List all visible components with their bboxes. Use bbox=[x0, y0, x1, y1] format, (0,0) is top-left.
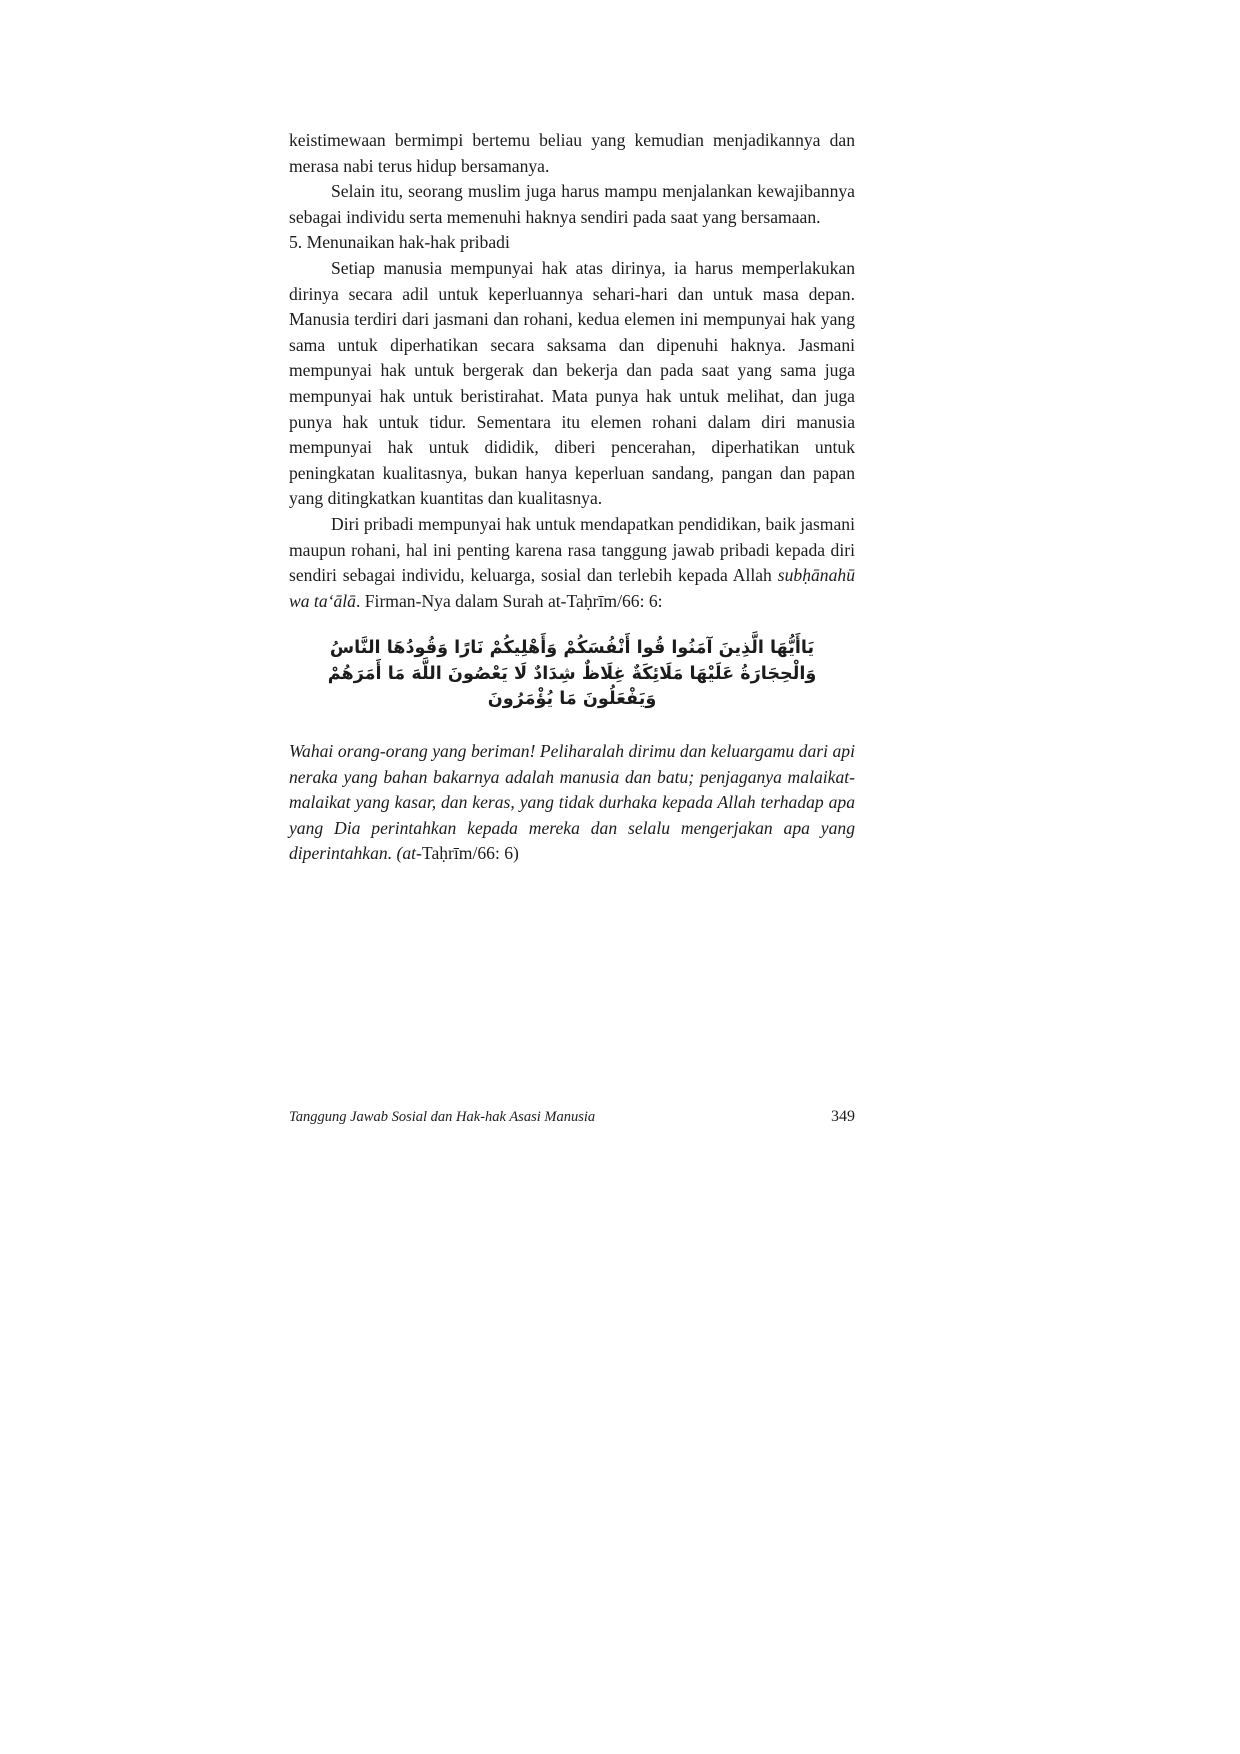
footer-book-title: Tanggung Jawab Sosial dan Hak-hak Asasi Manusia bbox=[289, 1109, 596, 1125]
verse-translation bbox=[289, 739, 855, 867]
paragraph-continuation: keistimewaan bermimpi bertemu beliau yang kemudian menjadikannya dan merasa nabi terus hidup bersamanya. bbox=[289, 130, 855, 176]
paragraph-text: . Firman-Nya dalam Surah at-Taḥrīm/66: 6: bbox=[355, 590, 663, 611]
verse-reference: Taḥrīm/66: 6) bbox=[421, 843, 519, 864]
paragraph: Selain itu, seorang muslim juga harus mampu menjalankan kewajibannya sebagai individu serta memenuhi haknya sendiri pada saat yang bersamaan. bbox=[289, 181, 855, 227]
paragraph: Setiap manusia mempunyai hak atas dirinya, ia harus memperlakukan dirinya secara adil untuk keperluannya sehari-hari dan untuk masa depan. Manusia terdiri dari jasmani dan rohani, kedua elemen ini mempunyai hak yang sama untuk diperhatikan secara saksama dan dipenuhi haknya. Jasmani mempunyai hak untuk bergerak dan bekerja dan pada saat yang sama juga mempunyai hak untuk beristirahat. Mata punya hak untuk melihat, dan juga punya hak untuk tidur. Sementara itu elemen rohani dalam diri manusia mempunyai hak untuk dididik, diberi pencerahan, diperhatikan untuk peningkatan kualitasnya, bukan hanya keperluan sandang, pangan dan papan yang ditingkatkan kuantitas dan kualitasnya. bbox=[289, 257, 855, 509]
page-content bbox=[289, 128, 855, 867]
paragraph-text: Diri pribadi mempunyai hak untuk mendapatkan pendidikan, baik jasmani maupun rohani, hal ini penting karena rasa tanggung jawab pribadi kepada diri sendiri sebagai individu, keluarga, sosial dan terlebih kepada Allah bbox=[289, 513, 855, 586]
footer-page-number: 349 bbox=[831, 1108, 855, 1125]
paragraph bbox=[289, 512, 855, 614]
quran-verse-arabic: يَاأَيُّهَا الَّذِينَ آمَنُوا قُوا أَنْفُسَكُمْ وَأَهْلِيكُمْ نَارًا وَقُودُهَا النَّاسُ وَالْحِجَارَةُ عَلَيْهَا مَلَائِكَةٌ غِلَاظٌ شِدَادٌ لَا يَعْصُونَ اللَّهَ مَا أَمَرَهُمْ وَيَفْعَلُونَ مَا يُؤْمَرُونَ bbox=[327, 638, 817, 710]
section-heading: 5. Menunaikan hak-hak pribadi bbox=[289, 232, 510, 253]
arabic-honorific-transliteration: subḥānahū wa ta‘ālā bbox=[289, 565, 855, 611]
page-footer bbox=[289, 1108, 855, 1126]
translation-text: Wahai orang-orang yang beriman! Peliharalah dirimu dan keluargamu dari api neraka yang bahan bakarnya adalah manusia dan batu; penjaganya malaikat-malaikat yang kasar, dan keras, yang tidak durhaka kepada Allah terhadap apa yang Dia perintahkan kepada mereka dan selalu mengerjakan apa yang diperintahkan. (at- bbox=[289, 741, 855, 864]
